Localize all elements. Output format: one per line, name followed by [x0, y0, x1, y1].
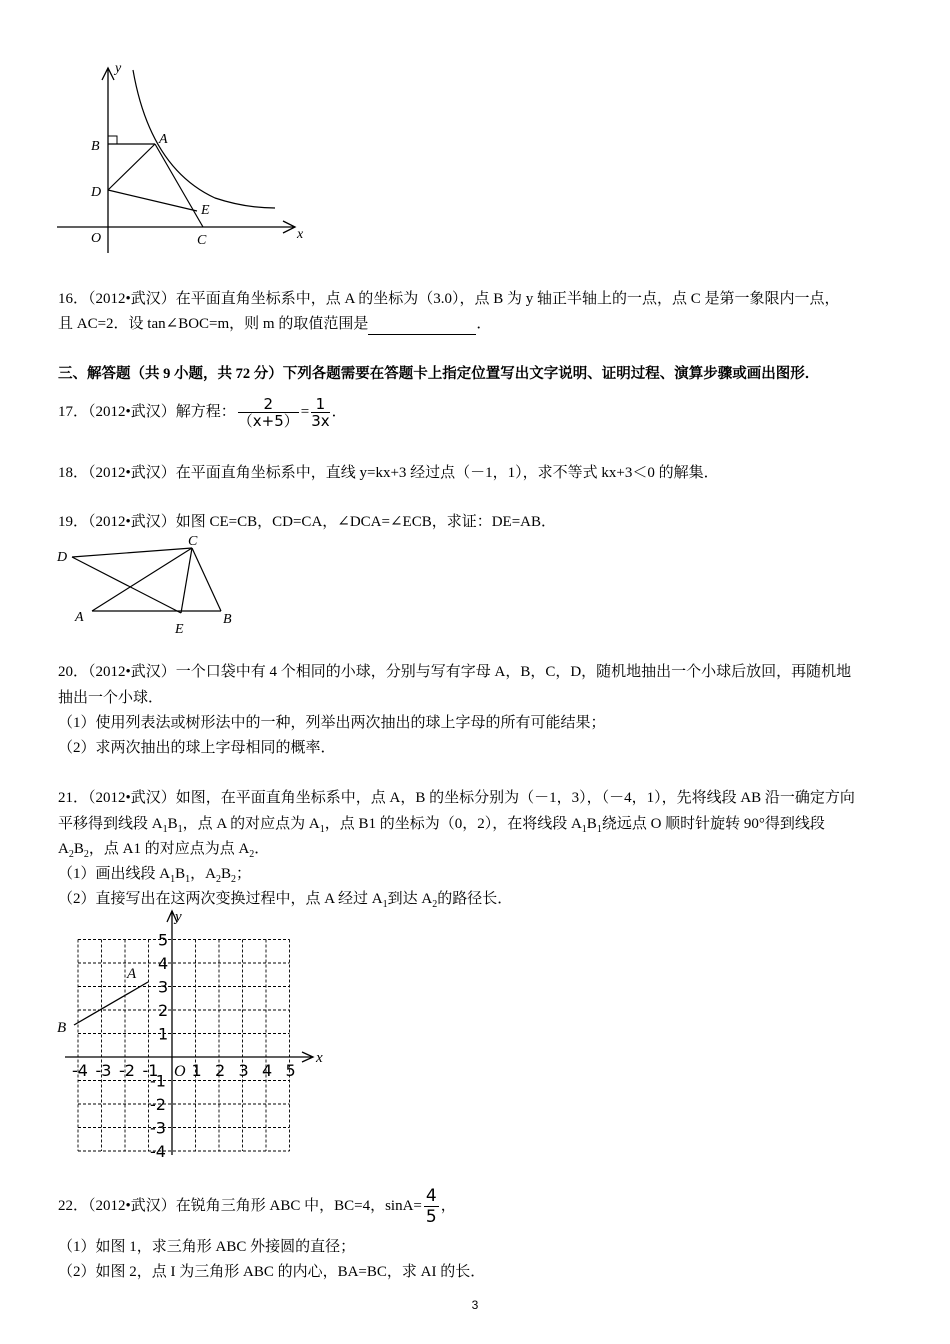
tick-labels: [72, 931, 296, 1161]
y-tick-label: -4: [150, 1142, 166, 1160]
label-B: B: [223, 612, 232, 627]
q22-end: ，: [440, 1198, 456, 1214]
label-A: A: [75, 610, 84, 625]
q20-line3: （1）使用列表法或树形法中的一种，列举出两次抽出的球上字母的所有可能结果；: [58, 715, 606, 731]
page-number: 3: [471, 1298, 479, 1312]
y-tick-label: -1: [150, 1071, 166, 1091]
figure-coordinate-grid: [55, 905, 325, 1160]
q21-line2: 平移得到线段 $A_1B_1$，点 A 的对应点为 $A_1$，点 B1 的坐标为（0，2），在将线段 $A_1B_1$绕远点 O 顺时针旋转 90°得到线段: [58, 816, 825, 835]
fraction-2: [311, 396, 329, 429]
x-tick-label: 5: [285, 1061, 296, 1080]
q19: 19．（2012•武汉）如图 CE=CB，CD=CA，∠DCA=∠ECB，求证：DE=AB．: [58, 514, 557, 530]
x-tick-label: -2: [119, 1061, 135, 1080]
figure-hyperbola: [55, 58, 315, 258]
q22-line3: （2）如图 2，点 I 为三角形 ABC 的内心，BA=BC，求 AI 的长．: [58, 1264, 486, 1280]
label-y: y: [115, 61, 122, 76]
q20-line2: 抽出一个小球．: [58, 690, 164, 706]
y-tick-label: -3: [150, 1118, 166, 1138]
y-tick-label: 5: [158, 930, 169, 950]
fraction-1: [238, 396, 299, 429]
y-tick-label: 2: [158, 1001, 169, 1020]
q21-line5: （2）直接写出在这两次变换过程中，点 A 经过 $A_1$到达 $A_2$的路径长．: [58, 891, 513, 910]
x-tick-label: -3: [95, 1061, 112, 1080]
q18: 18．（2012•武汉）在平面直角坐标系中，直线 y=kx+3 经过点（－1，1），求不等式 kx+3＜0 的解集．: [58, 465, 719, 481]
x-tick-label: -1: [142, 1061, 159, 1080]
x-tick-label: 3: [238, 1061, 249, 1080]
label-D: D: [57, 550, 68, 565]
label-C: C: [197, 233, 207, 248]
q17-end: ．: [331, 404, 347, 420]
equals-sign: =: [300, 404, 310, 420]
y-tick-label: -2: [150, 1095, 166, 1114]
q20-line4: （2）求两次抽出的球上字母相同的概率．: [58, 740, 336, 756]
label-D: D: [91, 185, 102, 200]
x-tick-label: 2: [215, 1061, 226, 1080]
figure-triangles: [55, 532, 245, 637]
label-C: C: [188, 534, 198, 549]
q22-line1: [58, 1184, 456, 1228]
q21-line1: 21．（2012•武汉）如图，在平面直角坐标系中，点 A，B 的坐标分别为（－1，3），（－4，1），先将线段 AB 沿一确定方向: [58, 790, 855, 806]
q16-line1: 16．（2012•武汉）在平面直角坐标系中，点 A 的坐标为（3.0），点 B 为 y 轴正半轴上的一点，点 C 是第一象限内一点，: [58, 291, 840, 307]
q22-prefix: 22．（2012•武汉）在锐角三角形 ABC 中，BC=4，sinA=: [58, 1198, 422, 1214]
label-O: O: [91, 231, 102, 246]
fraction-sinA-num: 4: [425, 1186, 437, 1207]
y-tick-label: 3: [158, 977, 169, 997]
x-tick-label: 4: [262, 1061, 273, 1080]
q20-line1: 20．（2012•武汉）一个口袋中有 4 个相同的小球，分别与写有字母 A，B，C，D，随机地抽出一个小球后放回，再随机地: [58, 664, 852, 680]
y-tick-label: 1: [158, 1024, 169, 1044]
label-B: B: [91, 139, 100, 154]
q17-prefix: 17．（2012•武汉）解方程：: [58, 404, 236, 420]
y-tick-label: 4: [158, 954, 169, 973]
q21-line4: （1）画出线段 $A_1B_1$，$A_2B_2$；: [58, 866, 251, 885]
label-E: E: [201, 203, 210, 218]
fraction-sinA: [424, 1186, 439, 1227]
label-x: x: [297, 227, 304, 242]
answer-blank[interactable]: [368, 314, 476, 335]
q21-line3: $A_2B_2$，点 A1 的对应点为点 $A_2$．: [58, 841, 270, 860]
x-tick-label: 1: [191, 1061, 202, 1080]
q17: [58, 394, 347, 430]
fraction-1-den: （x+5）: [237, 412, 299, 431]
fraction-sinA-den: 5: [425, 1207, 437, 1228]
label-y: y: [175, 909, 182, 925]
fraction-1-num: 2: [238, 396, 299, 413]
label-A: A: [159, 132, 168, 147]
fraction-2-den: 3x: [311, 412, 330, 431]
label-E: E: [175, 622, 184, 637]
label-x: x: [316, 1050, 323, 1066]
q16-line2-text: 且 AC=2．设 tan∠BOC=m，则 m 的取值范围是: [58, 316, 369, 332]
label-A: A: [127, 966, 137, 982]
q16-line2: [58, 314, 491, 335]
label-O: O: [174, 1063, 186, 1080]
q22-line2: （1）如图 1，求三角形 ABC 外接圆的直径；: [58, 1239, 356, 1255]
x-tick-label: -4: [72, 1061, 88, 1080]
grid-lines: [78, 940, 290, 1152]
fraction-2-num: 1: [311, 396, 329, 413]
label-B: B: [57, 1020, 67, 1036]
q16-line2-end: ．: [476, 316, 492, 332]
section-heading: 三、解答题（共 9 小题，共 72 分）下列各题需要在答题卡上指定位置写出文字说明、证明过程、演算步骤或画出图形．: [58, 366, 820, 382]
